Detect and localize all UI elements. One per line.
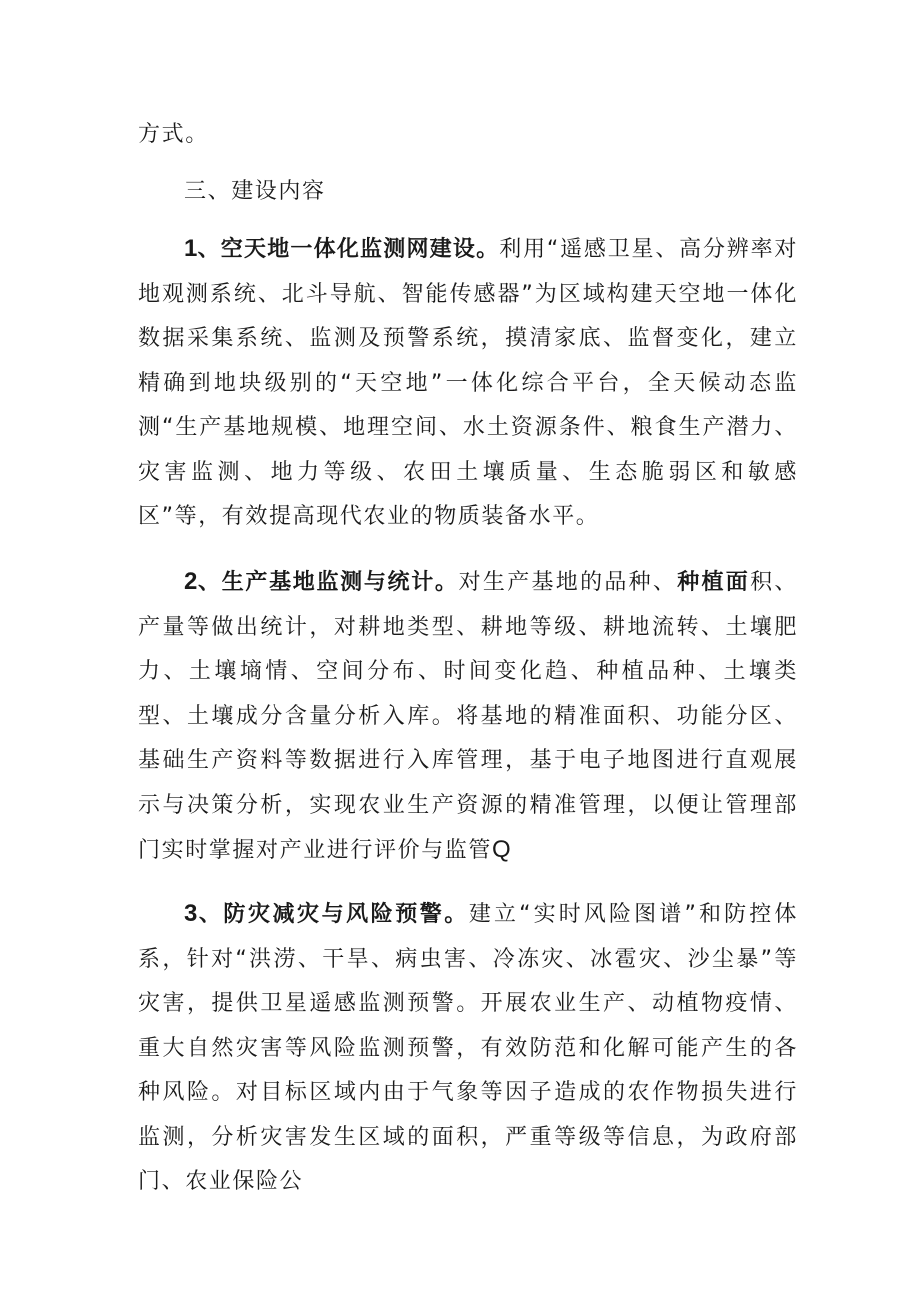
paragraph-title: 、生产基地监测与统计。 [197, 570, 459, 595]
stray-mark: Q [492, 836, 511, 863]
lead-line: 方式。 [138, 122, 209, 147]
paragraph-1 [138, 227, 798, 540]
paragraph-body: 利用“遥感卫星、高分辨率对地观测系统、北斗导航、智能传感器”为区域构建天空地一体化数据采集系统、监测及预警系统，摸清家底、监督变化，建立精确到地块级别的“天空地”一体化综合平台，全天候动态监测“生产基地规模、地理空间、水土资源条件、粮食生产潜力、灾害监测、地力等级、农田土壤质量、生态脆弱区和敏感区”等，有效提高现代农业的物质装备水平。 [138, 237, 798, 529]
paragraph-number: 1 [184, 235, 198, 262]
paragraph-3 [138, 892, 798, 1205]
paragraph-number: 3 [184, 900, 198, 927]
paragraph-body: 建立“实时风险图谱”和防控体系，针对“洪涝、干旱、病虫害、冷冻灾、冰雹灾、沙尘暴”等灾害，提供卫星遥感监测预警。开展农业生产、动植物疫情、重大自然灾害等风险监测预警，有效防范和化解可能产生的各种风险。对目标区域内由于气象等因子造成的农作物损失进行监测，分析灾害发生区域的面积，严重等级等信息，为政府部门、农业保险公 [138, 902, 798, 1194]
bold-phrase: 种植面 [677, 570, 751, 595]
paragraph-number: 2 [184, 568, 198, 595]
paragraph-body: 积、产量等做出统计，对耕地类型、耕地等级、耕地流转、土壤肥力、土壤墒情、空间分布、时间变化趋、种植品种、土壤类型、土壤成分含量分析入库。将基地的精准面积、功能分区、基础生产资料等数据进行入库管理，基于电子地图进行直观展示与决策分析，实现农业生产资源的精准管理，以便让管理部门实时掌握对产业进行评价与监管 [138, 570, 798, 863]
paragraph-title: 、空天地一体化监测网建设。 [197, 237, 500, 262]
paragraph-2 [138, 560, 798, 874]
paragraph-body: 对生产基地的品种、 [458, 570, 678, 595]
paragraph-title: 、防灾减灾与风险预警。 [197, 902, 469, 927]
section-heading: 三、建设内容 [184, 179, 326, 204]
